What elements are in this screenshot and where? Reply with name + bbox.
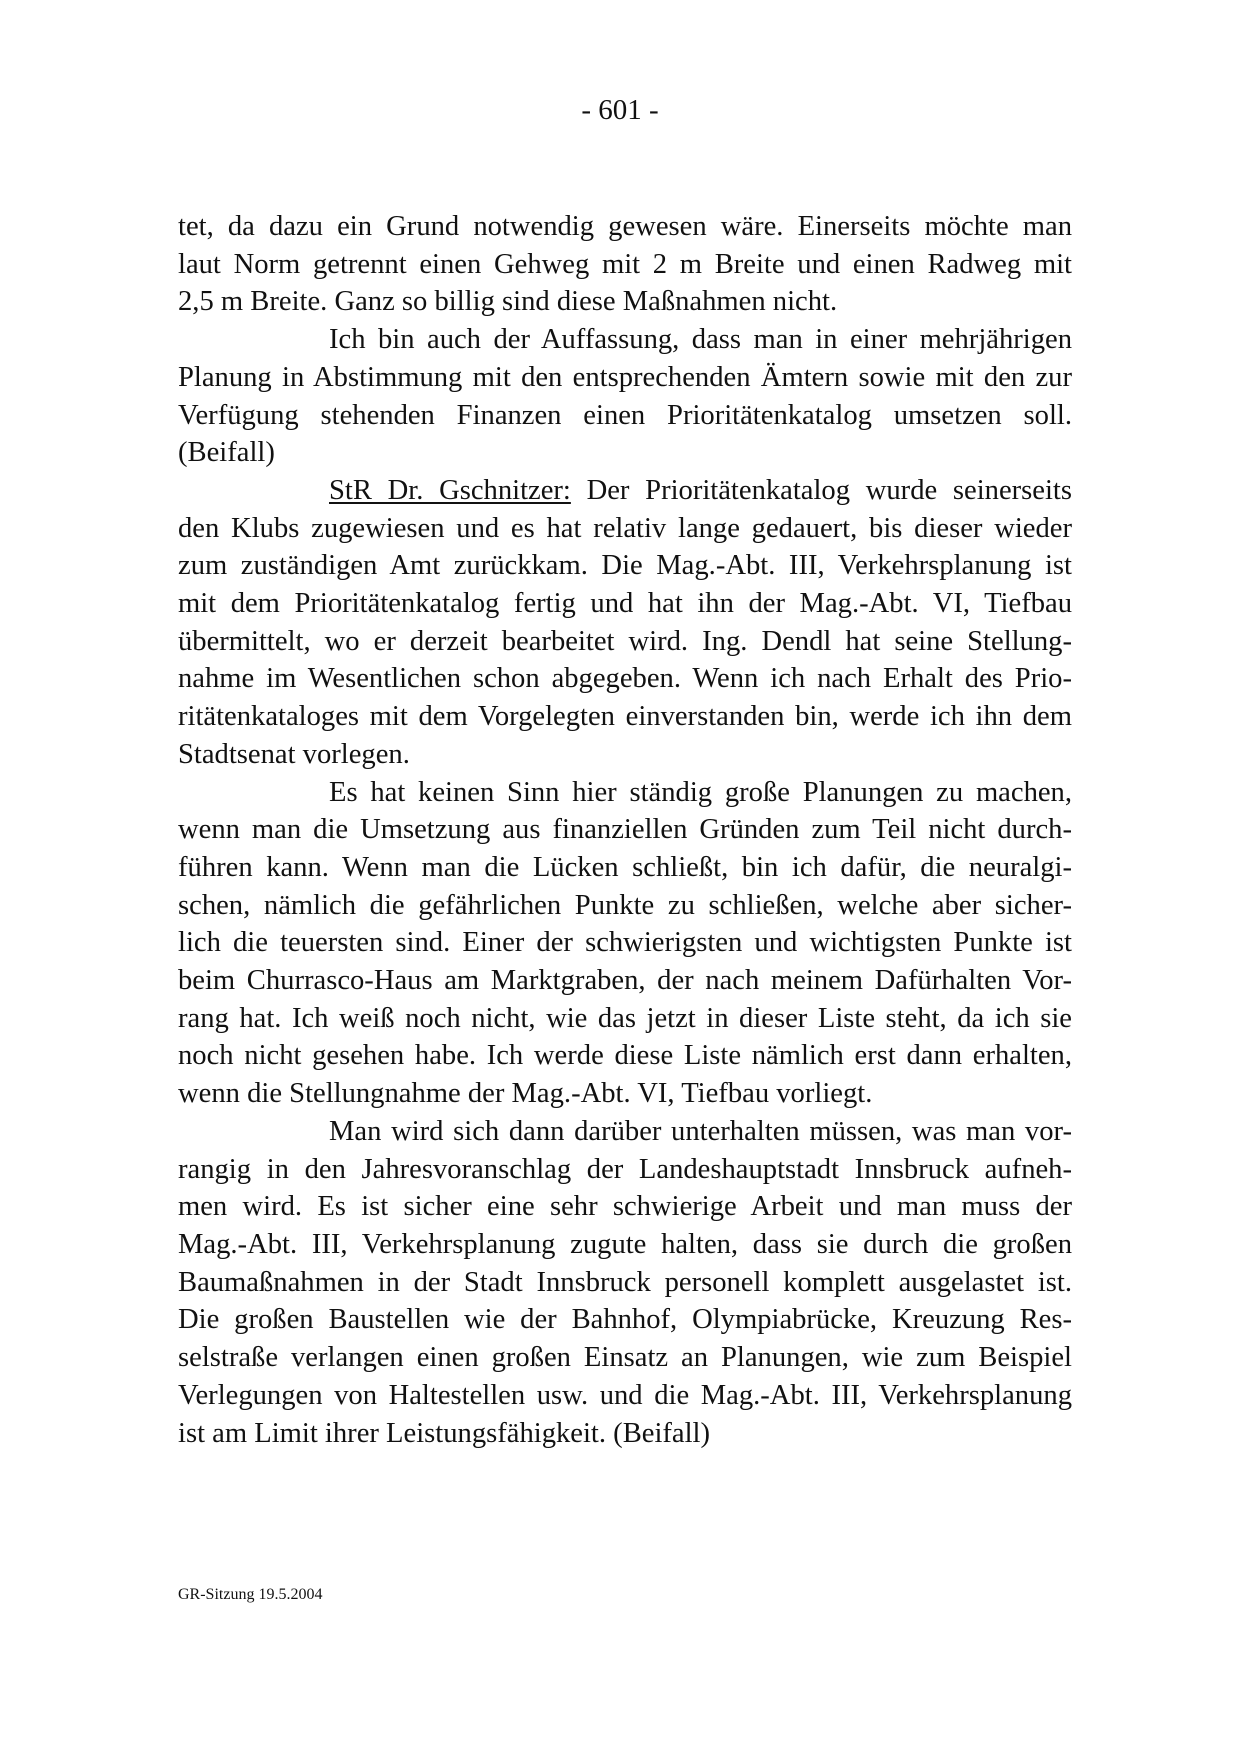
text-line: Verlegungen von Haltestellen usw. und die Mag.-Abt. III, Verkehrsplanung	[178, 1379, 1072, 1411]
text-line: selstraße verlangen einen großen Einsatz an Planungen, wie zum Beispiel	[178, 1342, 1072, 1374]
text-line: wenn man die Umsetzung aus finanziellen Gründen zum Teil nicht durch-	[178, 814, 1072, 846]
text-line: den Klubs zugewiesen und es hat relativ lange gedauert, bis dieser wieder	[178, 512, 1072, 544]
text-line: Planung in Abstimmung mit den entsprechenden Ämtern sowie mit den zur	[178, 361, 1072, 393]
text-line: Stadtsenat vorlegen.	[178, 738, 410, 770]
footer-session-label: GR-Sitzung 19.5.2004	[178, 1586, 323, 1603]
speaker-name: StR Dr. Gschnitzer:	[329, 474, 571, 506]
text-line: ritätenkataloges mit dem Vorgelegten einverstanden bin, werde ich ihn dem	[178, 701, 1072, 733]
text-line: wenn die Stellungnahme der Mag.-Abt. VI, Tiefbau vorliegt.	[178, 1078, 873, 1110]
text-line: Man wird sich dann darüber unterhalten müssen, was man vor-	[329, 1115, 1072, 1147]
text-line: zum zuständigen Amt zurückkam. Die Mag.-Abt. III, Verkehrsplanung ist	[178, 550, 1072, 582]
text-line: Ich bin auch der Auffassung, dass man in einer mehrjährigen	[329, 324, 1072, 356]
text-line: führen kann. Wenn man die Lücken schließt, bin ich dafür, die neuralgi-	[178, 851, 1072, 883]
text-line: men wird. Es ist sicher eine sehr schwierige Arbeit und man muss der	[178, 1191, 1072, 1223]
text-line: nahme im Wesentlichen schon abgegeben. Wenn ich nach Erhalt des Prio-	[178, 663, 1072, 695]
text-line: (Beifall)	[178, 437, 275, 469]
text-line: laut Norm getrennt einen Gehweg mit 2 m Breite und einen Radweg mit	[178, 248, 1072, 280]
text-line: Baumaßnahmen in der Stadt Innsbruck personell komplett ausgelastet ist.	[178, 1266, 1072, 1298]
text-line: Verfügung stehenden Finanzen einen Prioritätenkatalog umsetzen soll.	[178, 399, 1072, 431]
text-line: Es hat keinen Sinn hier ständig große Planungen zu machen,	[329, 776, 1072, 808]
text-line: tet, da dazu ein Grund notwendig gewesen wäre. Einerseits möchte man	[178, 211, 1072, 242]
text-line: Der Prioritätenkatalog wurde seinerseits	[586, 474, 1072, 506]
text-line: beim Churrasco-Haus am Marktgraben, der nach meinem Dafürhalten Vor-	[178, 965, 1072, 997]
text-line: ist am Limit ihrer Leistungsfähigkeit. (Beifall)	[178, 1417, 711, 1449]
text-line: rang hat. Ich weiß noch nicht, wie das jetzt in dieser Liste steht, da ich sie	[178, 1002, 1072, 1034]
page-number: - 601 -	[581, 94, 659, 126]
text-line: mit dem Prioritätenkatalog fertig und hat ihn der Mag.-Abt. VI, Tiefbau	[178, 588, 1072, 620]
text-line: 2,5 m Breite. Ganz so billig sind diese Maßnahmen nicht.	[178, 286, 838, 318]
text-line: rangig in den Jahresvoranschlag der Landeshauptstadt Innsbruck aufneh-	[178, 1153, 1072, 1185]
text-line: Die großen Baustellen wie der Bahnhof, Olympiabrücke, Kreuzung Res-	[178, 1304, 1072, 1336]
text-line: übermittelt, wo er derzeit bearbeitet wird. Ing. Dendl hat seine Stellung-	[178, 625, 1072, 657]
speaker-line	[178, 472, 1072, 510]
document-body	[178, 208, 1072, 1452]
text-line: lich die teuersten sind. Einer der schwierigsten und wichtigsten Punkte ist	[178, 927, 1072, 959]
text-line: schen, nämlich die gefährlichen Punkte zu schließen, welche aber sicher-	[178, 889, 1072, 921]
text-line: noch nicht gesehen habe. Ich werde diese Liste nämlich erst dann erhalten,	[178, 1040, 1072, 1072]
text-line: Mag.-Abt. III, Verkehrsplanung zugute halten, dass sie durch die großen	[178, 1228, 1072, 1260]
